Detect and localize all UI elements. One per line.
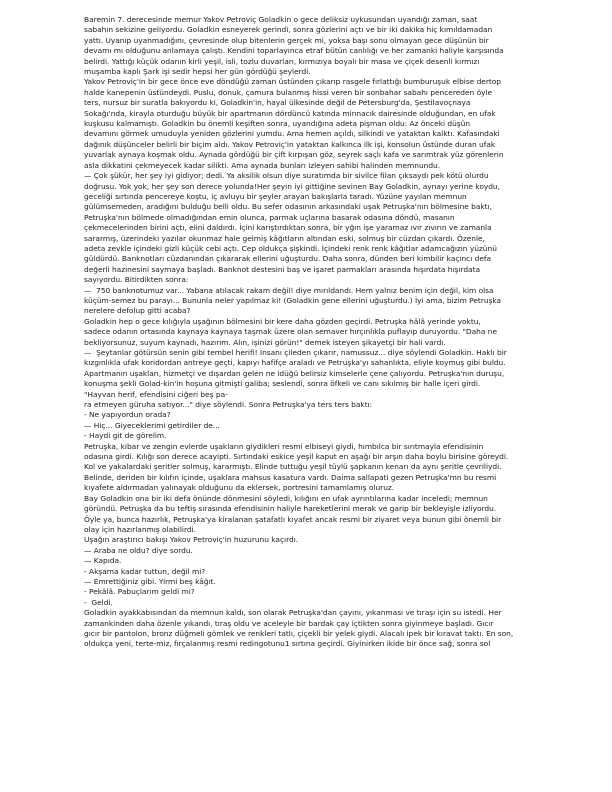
text-line: değerli hazinesini saymaya başladı. Banknot destesini baş ve işaret parmakları arasında hışırdata hışırdata (84, 264, 481, 274)
text-line: Baremin 7. derecesinde memur Yakov Petroviç Goladkin o gece deliksiz uykusundan uyandığı zaman, saat (84, 15, 478, 24)
text-line: yuvarlak aynaya koşmak oldu. Aynada gördüğü bir çift kırpışan göz, seyrek saçlı kafa ve sarımtrak yüz görenlerin (84, 150, 504, 160)
text-line: Bay Goladkin ona bir iki defa önünde dönmesini söyledi, kılığını en ufak ayrıntılarına kadar inceledi; memnun (84, 493, 488, 503)
text-line: sabahın sekizine geliyordu. Goladkin esneyerek gerindi, sonra gözlerini açtı ve bir iki dakika hiç kımıldamadan (84, 25, 493, 35)
text-line: zamankinden daha özenle yıkandı, tıraş oldu ve aceleyle bir bardak çay içtikten sonra giyinmeye başladı. Gıcır (84, 618, 494, 628)
text-line: Petruşka, kibar ve zengin evlerde uşakların giydikleri resmi elbiseyi giydi, hımbılca bir sırıtmayla efendisinin (84, 441, 484, 451)
text-line: Apartmanın uşakları, hizmetçi ve dışardan gelen ne idüğü belirsiz kimselerle çene çalıyordu. Petruşka'nın duruşu, (84, 368, 505, 378)
text-line: - Pekâlâ. Pabuçlarım geldi mi? (84, 587, 195, 597)
text-line: olay için hazırlanmış olabilirdi. (84, 524, 196, 534)
text-line: yattı. Uyanıp uyanmadığını, çevresinde olup bitenlerin gerçek mi, yoksa başı sonu olmayan gece düşünün bir (84, 35, 489, 45)
text-line: kızgınlıkla ufak koridordan antreye geçti, kapıyı hafifçe araladı ve Petruşka'yı sahanlıkta, eliyle koymuş gibi buldu. (84, 358, 506, 368)
text-line: konuşma şekli Golad-kin'in hoşuna gitmişti galiba; seslendi, sonra öfkeli ve canı sıkılmış bir halle içeri girdi. (84, 379, 481, 389)
text-line: — Kapıda. (84, 556, 122, 566)
text-line: Sokağı'nda, kirayla oturduğu büyük bir apartmanın dördüncü katında minnacık dairesinde olduğundan, en ufak (84, 108, 496, 118)
text-line: - Geldi. (84, 597, 113, 607)
text-line: ters, nursuz bir suratla bakıyordu ki, Goladkin'in, hayal ülkesinde değil de Petersburg'da, Şestilavoçnaya (84, 98, 471, 108)
text-line: - Ne yapıyordun orada? (84, 410, 171, 420)
text-line: Petruşka'nın bölmede olmadığından emin olunca, parmak uçlarına basarak odasına döndü, masanın (84, 212, 455, 222)
text-line: doğrusu. Yok yok, her şey son derece yolunda!Her şeyin iyi gittiğine sevinen Bay Goladkin, aynayı yerine koydu, (84, 181, 500, 191)
text-line: çekmecelerinden birini açtı, elini daldırdı. İçini karıştırdıktan sonra, bir yğın işe yaramaz ıvır zıvırın ve zamanla (84, 223, 492, 233)
text-line: Uşağın araştırıcı bakışı Yakov Petroviç'in huzurunu kaçırdı. (84, 535, 299, 545)
text-line: devamı mı olduğunu anlamaya çalıştı. Kendini toparlayınca etraf bütün canlılığı ve her zamanki haliyle karşısında (84, 46, 504, 56)
text-line: halde kanepenin üstündeydi. Puslu, donuk, çamura bulanmış hissi veren bir sonbahar sabahı pencereden öyle (84, 87, 493, 97)
text-line: — 750 banknotumuz var... Yabana atılacak rakam değil! diye mırıldandı. Hem yalnız benim için değil, kim olsa (84, 285, 494, 295)
text-line: dağınık düşünceler belirli bir biçim aldı. Yakov Petroviç'in yataktan kalkınca ilk işi, konsolun üstünde duran ufak (84, 139, 496, 149)
text-line: — Emrettiğiniz gibi. Yirmi beş kâğıt. (84, 576, 216, 586)
text-line: Yakov Petroviç'in bir gece önce eve döndüğü zaman üstünden çıkarıp rasgele fırlattığı bumburuşuk elbise dertop (84, 77, 501, 87)
text-line: "Hayvan herif, efendisini ciğeri beş pa- (84, 389, 228, 399)
document-page (84, 15, 526, 650)
text-line: küçüm-semez bu parayı... Bununla neler yapılmaz ki! (Goladkin gene ellerini uğuşturdu.) İyi ama, bizim Petruşka (84, 295, 502, 305)
text-line: — Araba ne oldu? diye sordu. (84, 545, 193, 555)
text-line: Öyle ya, bunca hazırlık, Petruşka'ya kiralanan şatafatlı kıyafet ancak resmi bir ziyaret veya bunun gibi önemli bir (84, 514, 502, 524)
text-line: sadece odanın ortasında kaynaya kaynaya taşmak üzere olan semaver hırçınlıkla puflayıp duruyordu. "Daha ne (84, 327, 498, 337)
text-line: nerelere defolup gitti acaba? (84, 306, 191, 316)
text-line: devamını görmek umuduyla yeniden gözlerini yumdu. Ama hemen açıldı, silkindi ve yataktan kalktı. Kafasındaki (84, 129, 500, 139)
text-line: Belinde, deriden bir kılıfın içinde, uşaklara mahsus kasatura vardı. Daima sallapati gezen Petruşka'mn bu resmi (84, 472, 497, 482)
text-line: sararmış, üzerindeki yazılar okunmaz hale gelmiş kâğıtların altından eski, solmuş bir cüzdan çıkardı. Özenle, (84, 233, 485, 243)
text-line: sayıyordu. Bitirdikten sonra: (84, 275, 189, 285)
text-line: ra etmeyen güruha satıyor..." diye söylendi. Sonra Petruşka'ya ters ters baktı: (84, 400, 373, 410)
text-line: - Haydi git de görelim. (84, 431, 167, 441)
text-line: geceliği sırtında pencereye koştu, iç avluyu bir şeyler arayan bakışlarla taradı. Yüzüne yayılan memnun (84, 191, 467, 201)
text-line: kıyafete aldırmadan yalınayak olduğunu da eklersek, portresini tamamlamış oluruz. (84, 483, 395, 493)
text-line: oldukça yeni, terte-miz, fırçalanmış resmi redingotunu1 sırtına geçirdi. Giyinirken ikide bir önce sağ, sonra sol (84, 639, 491, 649)
text-line: gıcır bir pantolon, bronz düğmeli gömlek ve renkleri tatlı, çiçekli bir yelek giydi. Alacalı ipek bir kıravat taktı. En son, (84, 628, 514, 638)
text-line: adeta zevkle içindeki gizli küçük cebi açtı. Cep oldukça şişkindi. İçindeki renk renk kâğıtlar adamcağızın yüzünü (84, 243, 497, 253)
text-line: Kol ve yakalardaki şeritler solmuş, kararmıştı. Elinde tuttuğu yeşil tüylü şapkanın kenarı da aynı şeritle çevriliydi. (84, 462, 502, 472)
text-line: bekliyorsunuz, suyum kaynadı, hazırım. Alın, işinizi görün!" demek isteyen şikayetçi bir hali vardı. (84, 337, 446, 347)
text-line: güldürdü. Banknotları cüzdanından çıkararak ellerini uğuşturdu. Daha sonra, dünden beri kimbilir kaçıncı defa (84, 254, 492, 264)
text-line: muşamba kaplı Şark işi sedir hepsi her gün gördüğü şeylerdi. (84, 67, 311, 77)
text-line: — Şeytanlar götürsün senin gibi tembel herifi! İnsanı çileden çıkarır, namussuz... diye söylendi Goladkin. Haklı bir (84, 348, 507, 357)
text-line: — Çok şükür, her şey iyi gidiyor; dedi. Ya aksilik olsun diye suratımda bir sivilce filan çıksaydı pek kötü olurdu (84, 171, 489, 181)
text-line: göründü. Petruşka da bu teftiş sırasında efendisinin haliyle hareketlerini merak ve garip bir bekleyişle izliyordu. (84, 504, 497, 514)
text-line: asla dikkatini çekmeyecek kadar silikti. Ama aynada bunları izleyen sahibi halinden memnundu. (84, 160, 441, 170)
text-line: belirdi. Yattığı küçük odanın kirli yeşil, isli, tozlu duvarları, kırmızıya boyalı bir masa ve çiçek desenli kırmızı (84, 56, 480, 66)
text-line: gülümsemeden, aradığını bulduğu belli oldu. Bu sefer odasının arkasındaki uşak Petruşka'nın bölmesine baktı, (84, 202, 492, 212)
text-line: - Akşama kadar tuttun, değil mi? (84, 566, 206, 576)
text-line: Goladkin ayakkabısından da memnun kaldı, son olarak Petruşka'dan çayını, yıkanması ve tıraşı için su istedi. Her (84, 608, 502, 618)
text-line: kuşkusu kalmamıştı. Goladkin bu önemli keşiften sonra, uyandığına adeta pişman oldu: Az önceki düşün (84, 119, 471, 129)
text-line: odasına girdi. Kılığı son derece acayipti. Sırtındaki eskice yeşil kaput en aşağı bir arşın daha boylu birisine göreydi. (84, 452, 509, 462)
text-line: — Hiç... Giyeceklerimi getirdiler de... (84, 420, 220, 430)
text-line: Goladkin hep o gece kılığıyla uşağının bölmesini bir kere daha gözden geçirdi. Petruşka hâlâ yerinde yoktu, (84, 316, 481, 326)
